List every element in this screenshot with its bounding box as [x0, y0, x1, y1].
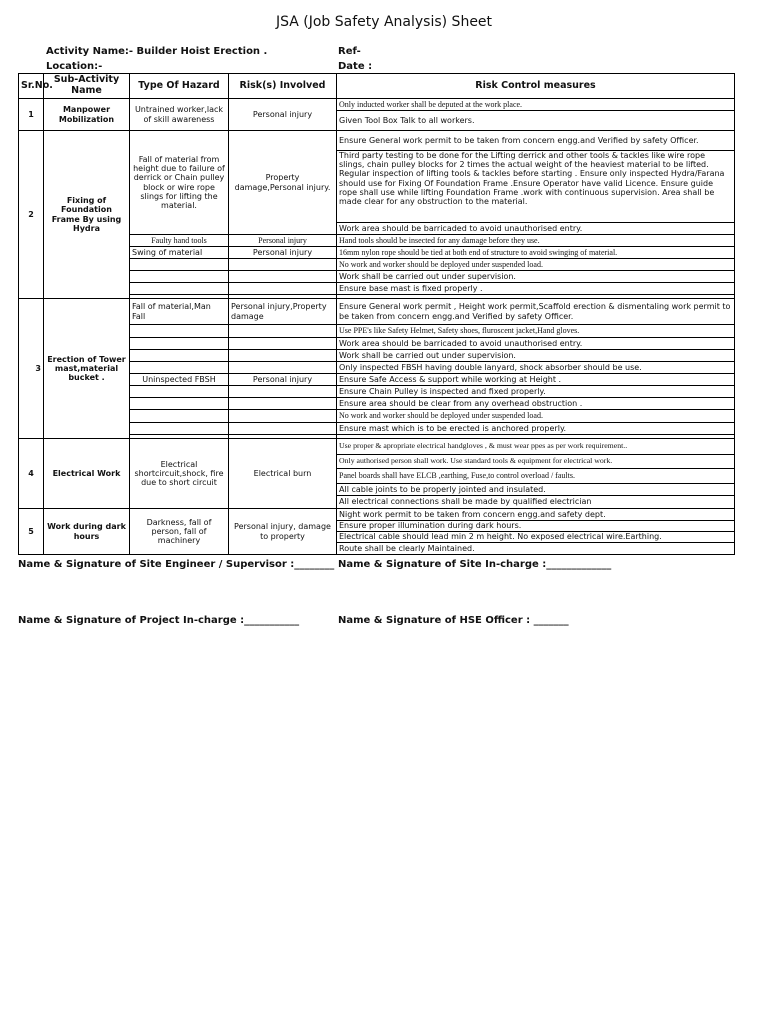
- empty-cell: [130, 398, 229, 410]
- control-measure: Panel boards shall have ELCB ,earthing, Fuse,to control overload / faults.: [337, 469, 735, 484]
- sr-number: 4: [19, 439, 44, 509]
- table-header-row: [19, 74, 735, 99]
- hazard: Uninspected FBSH: [130, 374, 229, 386]
- empty-cell: [130, 410, 229, 423]
- empty-cell: [229, 325, 337, 338]
- sub-activity: Manpower Mobilization: [44, 99, 130, 131]
- empty-cell: [130, 362, 229, 374]
- control-measure: Ensure base mast is fixed properly .: [337, 283, 735, 295]
- control-measure: Night work permit to be taken from concern engg.and safety dept.: [337, 509, 735, 521]
- control-measure: Given Tool Box Talk to all workers.: [337, 111, 735, 131]
- sr-number: 5: [19, 509, 44, 555]
- empty-cell: [229, 271, 337, 283]
- control-measure: Route shall be clearly Maintained.: [337, 543, 735, 555]
- control-measure: All electrical connections shall be made by qualified electrician: [337, 496, 735, 509]
- hazard: Electrical shortcircuit,shock, fire due to short circuit: [130, 439, 229, 509]
- control-measure: No work and worker should be deployed under suspended load.: [337, 259, 735, 271]
- control-measure: Only authorised person shall work. Use standard tools & equipment for electrical work.: [337, 455, 735, 469]
- table-row: [19, 299, 735, 325]
- empty-cell: [130, 338, 229, 350]
- empty-cell: [130, 283, 229, 295]
- control-measure: Ensure proper illumination during dark hours.: [337, 521, 735, 532]
- empty-cell: [229, 362, 337, 374]
- risk: Personal injury: [229, 374, 337, 386]
- control-measure: Work shall be carried out under supervision.: [337, 271, 735, 283]
- hazard: Fall of material from height due to failure of derrick or Chain pulley block or wire rope slings for lifting the material.: [130, 131, 229, 235]
- control-measure: Only inducted worker shall be deputed at the work place.: [337, 99, 735, 111]
- risk: Personal injury: [229, 247, 337, 259]
- control-measure: Ensure General work permit to be taken from concern engg.and Verified by safety Officer.: [337, 131, 735, 151]
- project-incharge-signature: Name & Signature of Project In-charge :___________: [18, 615, 300, 626]
- control-measure: Third party testing to be done for the Lifting derrick and other tools & tackles like wire rope slings, chain pulley blocks for 2 times the actual weight of the heaviest material to be lifted. Regular inspection of lifting tools & tackles before starting . Ensure only inspected Hydra/Farana should use for Fixing Of Foundation Frame .Ensure Operator have valid Licence. Ensure guide rope shall use while lifting Foundation Frame .work with continuous supervision. Area shall be made clear for any obstruction to the material.: [337, 151, 735, 223]
- header-risk: Risk(s) Involved: [229, 74, 337, 99]
- jsa-table: [18, 73, 735, 555]
- control-measure: Use PPE's like Safety Helmet, Safety shoes, fluroscent jacket,Hand gloves.: [337, 325, 735, 338]
- empty-cell: [229, 423, 337, 435]
- risk: Property damage,Personal injury.: [229, 131, 337, 235]
- hse-officer-signature: Name & Signature of HSE Officer : _______: [338, 615, 569, 626]
- empty-cell: [229, 350, 337, 362]
- empty-cell: [229, 410, 337, 423]
- activity-name: Activity Name:- Builder Hoist Erection .: [46, 46, 268, 57]
- control-measure: All cable joints to be properly jointed and insulated.: [337, 484, 735, 496]
- header-srno: Sr.No.: [19, 74, 44, 99]
- table-row: [19, 509, 735, 521]
- control-measure: Ensure General work permit , Height work permit,Scaffold erection & dismentaling work permit to be taken from concern engg.and Verified by safety Officer.: [337, 299, 735, 325]
- document-title: JSA (Job Safety Analysis) Sheet: [275, 14, 493, 30]
- empty-cell: [130, 350, 229, 362]
- sr-number: 1: [19, 99, 44, 131]
- header-hazard: Type Of Hazard: [130, 74, 229, 99]
- risk: Personal injury,Property damage: [229, 299, 337, 325]
- risk: Electrical burn: [229, 439, 337, 509]
- sub-activity: Erection of Tower mast,material bucket .: [44, 299, 130, 439]
- control-measure: Ensure Safe Access & support while working at Height .: [337, 374, 735, 386]
- site-incharge-signature: Name & Signature of Site In-charge :_____________: [338, 559, 612, 570]
- risk: Personal injury: [229, 235, 337, 247]
- risk: Personal injury: [229, 99, 337, 131]
- empty-cell: [130, 325, 229, 338]
- hazard: Untrained worker,lack of skill awareness: [130, 99, 229, 131]
- sub-activity: Work during dark hours: [44, 509, 130, 555]
- empty-cell: [229, 398, 337, 410]
- control-measure: Ensure area should be clear from any overhead obstruction .: [337, 398, 735, 410]
- empty-cell: [130, 423, 229, 435]
- control-measure: Work area should be barricaded to avoid unauthorised entry.: [337, 338, 735, 350]
- control-measure: Work shall be carried out under supervision.: [337, 350, 735, 362]
- table-row: [19, 131, 735, 151]
- hazard: Darkness, fall of person, fall of machinery: [130, 509, 229, 555]
- ref-field: Ref-: [338, 46, 361, 57]
- sub-activity: Fixing of Foundation Frame By using Hydra: [44, 131, 130, 299]
- hazard: Swing of material: [130, 247, 229, 259]
- header-sub-activity: Sub-Activity Name: [44, 74, 130, 99]
- sub-activity: Electrical Work: [44, 439, 130, 509]
- risk: Personal injury, damage to property: [229, 509, 337, 555]
- control-measure: Only inspected FBSH having double lanyard, shock absorber should be use.: [337, 362, 735, 374]
- control-measure: No work and worker should be deployed under suspended load.: [337, 410, 735, 423]
- empty-cell: [130, 386, 229, 398]
- control-measure: Use proper & apropriate electrical handgloves , & must wear ppes as per work requirement..: [337, 439, 735, 455]
- hazard: Fall of material,Man Fall: [130, 299, 229, 325]
- hazard: Faulty hand tools: [130, 235, 229, 247]
- table-row: [19, 439, 735, 455]
- sr-number: 3: [19, 299, 44, 439]
- empty-cell: [229, 283, 337, 295]
- site-engineer-signature: Name & Signature of Site Engineer / Supervisor :________: [18, 559, 335, 570]
- empty-cell: [130, 271, 229, 283]
- date-field: Date :: [338, 61, 373, 72]
- control-measure: Ensure Chain Pulley is inspected and fixed properly.: [337, 386, 735, 398]
- control-measure: 16mm nylon rope should be tied at both end of structure to avoid swinging of material.: [337, 247, 735, 259]
- control-measure: Ensure mast which is to be erected is anchored properly.: [337, 423, 735, 435]
- header-control-measures: Risk Control measures: [337, 74, 735, 99]
- empty-cell: [229, 338, 337, 350]
- location-field: Location:-: [46, 61, 103, 72]
- sr-number: 2: [19, 131, 44, 299]
- empty-cell: [229, 259, 337, 271]
- control-measure: Electrical cable should lead min 2 m height. No exposed electrical wire.Earthing.: [337, 532, 735, 543]
- empty-cell: [130, 259, 229, 271]
- control-measure: Work area should be barricaded to avoid unauthorised entry.: [337, 223, 735, 235]
- table-row: [19, 99, 735, 111]
- control-measure: Hand tools should be insected for any damage before they use.: [337, 235, 735, 247]
- empty-cell: [229, 386, 337, 398]
